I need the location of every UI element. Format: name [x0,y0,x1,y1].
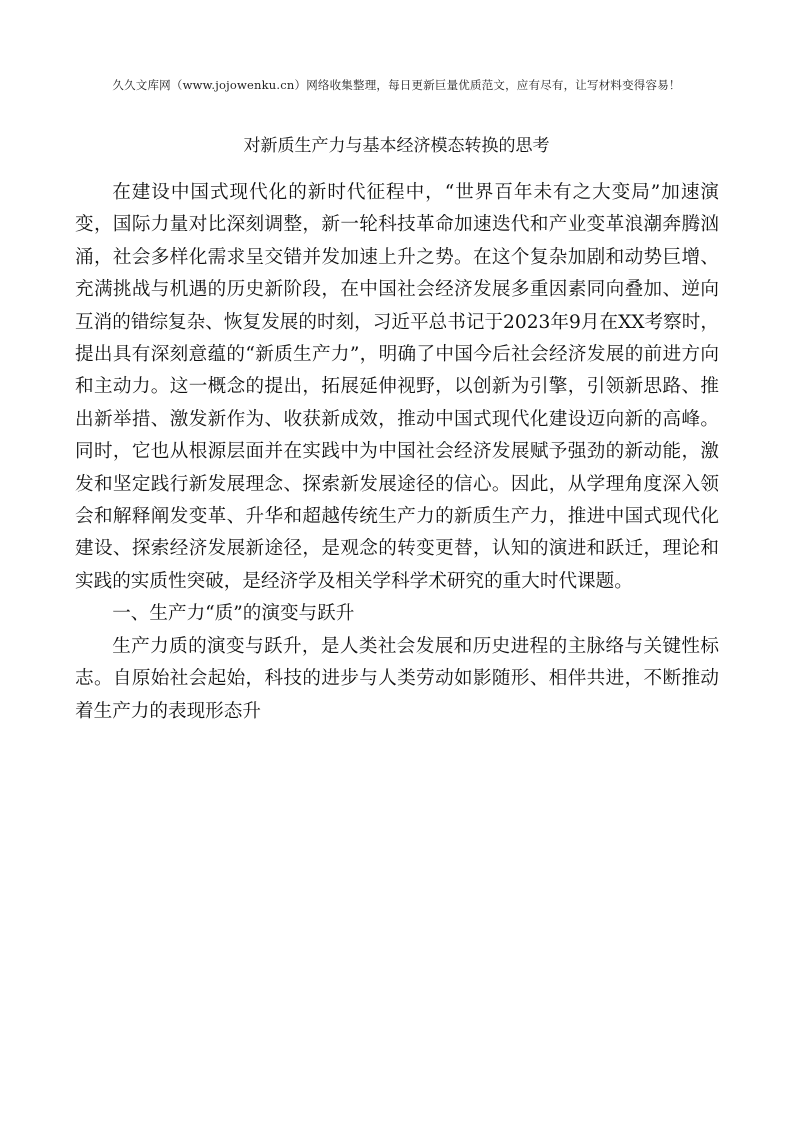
intro-paragraph: 在建设中国式现代化的新时代征程中，“世界百年未有之大变局”加速演变，国际力量对比深刻调整，新一轮科技革命加速迭代和产业变革浪潮奔腾汹涌，社会多样化需求呈交错并发加速上升之势。在这个复杂加剧和动势巨增、充满挑战与机遇的历史新阶段，在中国社会经济发展多重因素同向叠加、逆向互消的错综复杂、恢复发展的时刻，习近平总书记于2023年9月在XX考察时，提出具有深刻意蕴的“新质生产力”，明确了中国今后社会经济发展的前进方向和主动力。这一概念的提出，拓展延伸视野，以创新为引擎，引领新思路、推出新举措、激发新作为、收获新成效，推动中国式现代化建设迈向新的高峰。同时，它也从根源层面并在实践中为中国社会经济发展赋予强劲的新动能，激发和坚定践行新发展理念、探索新发展途径的信心。因此，从学理角度深入领会和解释阐发变革、升华和超越传统生产力的新质生产力，推进中国式现代化建设、探索经济发展新途径，是观念的转变更替，认知的演进和跃迁，理论和实践的实质性突破，是经济学及相关学科学术研究的重大时代课题。 [75,182,719,592]
section-heading-1: 一、生产力“质”的演变与跃升 [112,603,355,625]
document-body [75,177,719,728]
section-1-paragraph: 生产力质的演变与跃升，是人类社会发展和历史进程的主脉络与关键性标志。自原始社会起始，科技的进步与人类劳动如影随形、相伴共进，不断推动着生产力的表现形态升 [75,635,719,722]
document-title: 对新质生产力与基本经济模态转换的思考 [243,136,550,156]
site-notice-header: 久久文库网（www.jojowenku.cn）网络收集整理，每日更新巨量优质范文，应有尽有，让写材料变得容易！ [112,78,681,92]
